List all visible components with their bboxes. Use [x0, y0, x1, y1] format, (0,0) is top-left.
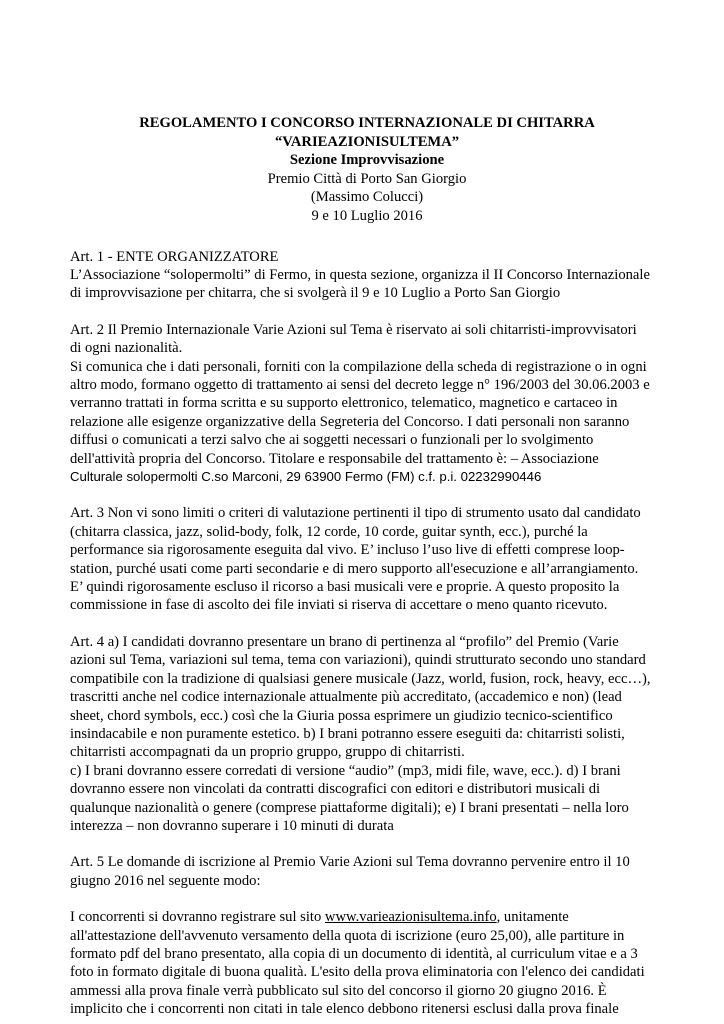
prize-name: Premio Città di Porto San Giorgio — [267, 170, 467, 187]
article-4-line: insindacabile e non puramente estetico. b) I brani potranno essere eseguiti da: chitarristi solisti, — [70, 725, 625, 742]
article-5-line: giugno 2016 nel seguente modo: — [70, 872, 261, 889]
article-4 — [70, 633, 664, 835]
event-date: 9 e 10 Luglio 2016 — [311, 207, 423, 224]
article-3-line: E’ quindi rigorosamente escluso il ricorso a basi musicali vere e proprie. A questo proposito la — [70, 579, 620, 596]
article-4-line: interezza – non dovranno superare i 10 minuti di durata — [70, 817, 394, 834]
document-subtitle: “VARIEAZIONISULTEMA” — [274, 133, 460, 150]
registration-line: implicito che i concorrenti non citati in tale elenco debbono ritenersi esclusi dalla prova finale — [70, 1001, 619, 1018]
person-name: (Massimo Colucci) — [310, 189, 424, 206]
article-5-line: Art. 5 Le domande di iscrizione al Premio Varie Azioni sul Tema dovranno pervenire entro il 10 — [70, 854, 630, 871]
registration-intro: I concorrenti si dovranno registrare sul sito — [70, 909, 325, 926]
article-4-line: azioni sul Tema, variazioni sul tema, tema con variazioni), quindi strutturato secondo uno standard — [70, 652, 646, 669]
article-3-line: station, purché usati come parti secondarie e di mero supporto all'esecuzione e all’arrangiamento. — [70, 560, 639, 577]
article-4-line: sheet, chord symbols, ecc.) così che la Giuria possa esprimere un giudizio tecnico-scientifico — [70, 707, 613, 724]
website-link[interactable]: www.varieazionisultema.info — [324, 909, 497, 926]
registration-first-line — [70, 908, 664, 926]
section-title: Sezione Improvvisazione — [289, 152, 445, 169]
article-5 — [70, 853, 664, 890]
article-2-line: verranno trattati in forma scritta e su supporto elettronico, telematico, magnetico e cartaceo in — [70, 395, 618, 412]
document-body — [70, 248, 664, 1019]
document-title: REGOLAMENTO I CONCORSO INTERNAZIONALE DI CHITARRA — [139, 115, 595, 131]
article-1-heading: Art. 1 - ENTE ORGANIZZATORE — [70, 248, 279, 265]
article-4-line: compatibile con la tradizione di qualsiasi genere musicale (Jazz, world, fusion, rock, heavy, ecc…), — [70, 670, 651, 687]
article-1-line: di improvvisazione per chitarra, che si svolgerà il 9 e 10 Luglio a Porto San Giorgio — [70, 285, 561, 302]
article-2-line: relazione alle esigenze organizzative della Segreteria del Concorso. I dati personali non saranno — [70, 413, 630, 430]
article-3-line: performance sia rigorosamente eseguita dal vivo. E’ incluso l’uso live di effetti comprese loop- — [70, 542, 625, 559]
article-3-line: Art. 3 Non vi sono limiti o criteri di valutazione pertinenti il tipo di strumento usato dal candidato — [70, 505, 641, 522]
article-4-line: dovranno essere non vincolati da contratti discografici con editori e distributori musicali di — [70, 781, 601, 798]
article-3-line: (chitarra classica, jazz, solid-body, folk, 12 corde, 10 corde, guitar synth, ecc.), purché la — [70, 523, 588, 540]
article-2 — [70, 321, 664, 487]
article-4-line: Art. 4 a) I candidati dovranno presentare un brano di pertinenza al “profilo” del Premio (Varie — [70, 633, 619, 650]
article-2-line: diffusi o comunicati a terzi salvo che ai soggetti necessari o funzionali per lo svolgimento — [70, 432, 594, 449]
registration-line: ammessi alla prova finale verrà pubblicato sul sito del concorso il giorno 20 giugno 2016. È — [70, 982, 607, 999]
article-2-line: Art. 2 Il Premio Internazionale Varie Azioni sul Tema è riservato ai soli chitarristi-improvvisatori — [70, 321, 637, 338]
contact-info: Culturale solopermolti C.so Marconi, 29 63900 Fermo (FM) c.f. p.i. 02232990446 — [70, 469, 542, 485]
registration-line: foto in formato digitale di buona qualità. L'esito della prova eliminatoria con l'elenco dei candidati — [70, 964, 645, 981]
article-2-line: dell'attività propria del Concorso. Titolare e responsabile del trattamento è: – Associazione — [70, 450, 599, 467]
article-2-line: Si comunica che i dati personali, forniti con la compilazione della scheda di registrazione o in ogni — [70, 358, 647, 375]
article-4-line: qualunque nazionalità o genere (comprese piattaforme digitali); e) I brani presentati – nella loro — [70, 799, 629, 816]
article-4-line: trascritti anche nel codice internazionale attualmente più accreditato, (accademico e non) (lead — [70, 689, 622, 706]
registration-paragraph — [70, 908, 664, 1018]
registration-line: all'attestazione dell'avvenuto versamento della quota di iscrizione (euro 25,00), alle partiture in — [70, 927, 625, 944]
article-3-line: commissione in fase di ascolto dei file inviati si riserva di accettare o meno quanto ricevuto. — [70, 597, 608, 614]
registration-after-link: , unitamente — [496, 909, 569, 926]
article-4-line: chitarristi accompagnati da un proprio gruppo, gruppo di chitarristi. — [70, 744, 465, 761]
article-2-line: di ogni nazionalità. — [70, 340, 183, 357]
document-header — [70, 114, 664, 226]
article-4-line: c) I brani dovranno essere corredati di versione “audio” (mp3, midi file, wave, ecc.). d) I brani — [70, 762, 621, 779]
registration-line: formato pdf del brano presentato, alla copia di un documento di identità, al curriculum vitae e a 3 — [70, 945, 638, 962]
article-2-line: altro modo, formano oggetto di trattamento ai sensi del decreto legge n° 196/2003 del 30.06.2003 e — [70, 377, 650, 393]
article-3 — [70, 504, 664, 614]
article-1 — [70, 248, 664, 303]
article-1-line: L’Associazione “solopermolti” di Fermo, in questa sezione, organizza il II Concorso Internazionale — [70, 266, 650, 283]
